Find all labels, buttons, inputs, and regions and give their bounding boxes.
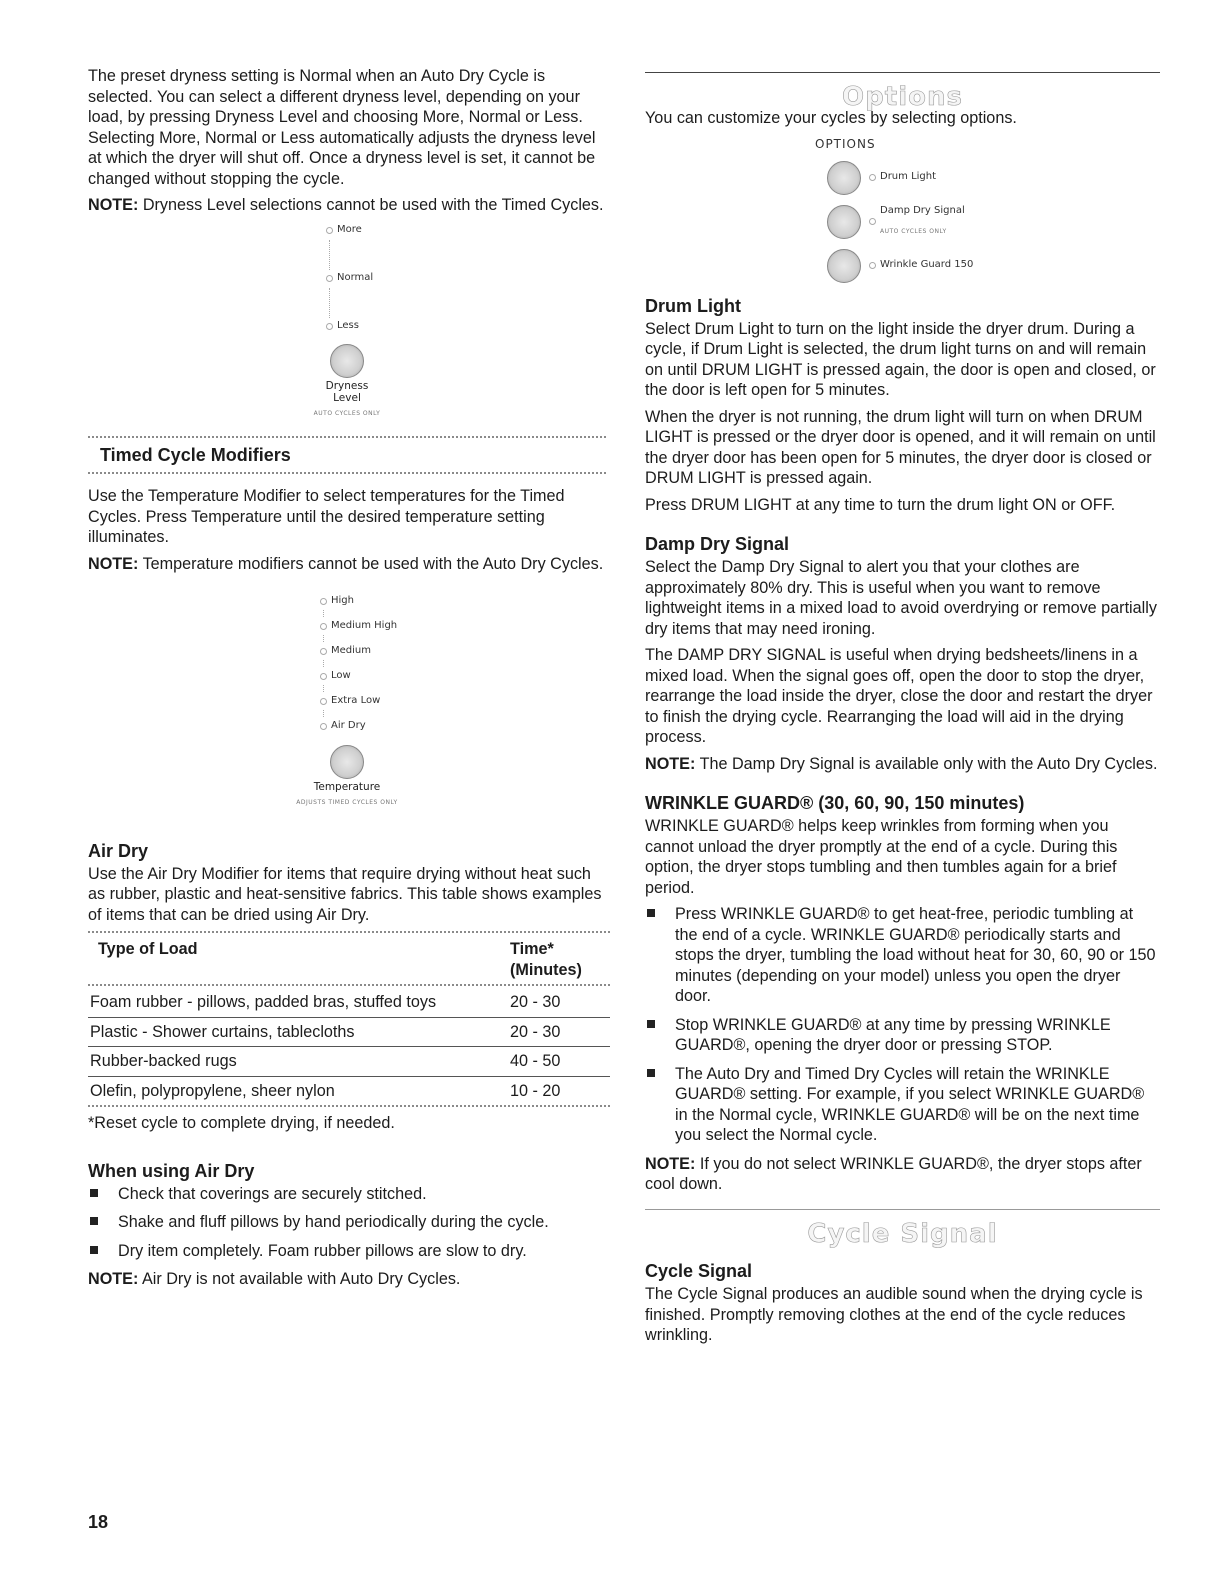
note-label: NOTE: — [88, 1270, 139, 1288]
dryness-knob-label-2: Level — [333, 391, 361, 404]
indicator-light-icon — [326, 275, 333, 282]
options-divider — [645, 72, 1160, 73]
table-cell-load: Olefin, polypropylene, sheer nylon — [90, 1081, 335, 1100]
temperature-option — [320, 592, 402, 610]
air-dry-heading: Air Dry — [88, 840, 149, 861]
wrinkle-guard-text: WRINKLE GUARD® helps keep wrinkles from forming when you cannot unload the dryer promptly at the end of a cycle. During this option, the dryer stops tumbling and then tumbles again for a brief period. — [645, 817, 1118, 897]
note-text: If you do not select WRINKLE GUARD®, the dryer stops after cool down. — [645, 1154, 1142, 1193]
wrinkle-guard-note — [645, 1154, 1160, 1195]
timed-cycle-text: Use the Temperature Modifier to select temperatures for the Timed Cycles. Press Temperature until the desired temperature setting illuminates. — [88, 487, 565, 546]
drum-light-text-3: Press DRUM LIGHT at any time to turn the drum light ON or OFF. — [645, 495, 1116, 514]
temperature-option — [320, 667, 402, 685]
table-header-time-2: (Minutes) — [510, 960, 582, 979]
list-item: Press WRINKLE GUARD® to get heat-free, periodic tumbling at the end of a cycle. WRINKLE GUARD® periodically starts and stops the dryer, tumbling the load without heat for 30, 60, 90 or 150 minutes (depending on your model) unless you open the dryer door. — [645, 904, 1160, 1007]
damp-dry-signal-heading: Damp Dry Signal — [645, 534, 790, 554]
note-label: NOTE: — [88, 554, 139, 573]
cycle-signal-title: Cycle Signal — [807, 1218, 998, 1249]
option-label — [880, 201, 965, 243]
list-item: Check that coverings are securely stitched. — [88, 1184, 606, 1205]
dryness-note — [88, 195, 606, 216]
dryness-option-label: More — [337, 224, 362, 236]
connector-line — [323, 635, 325, 642]
indicator-light-icon — [869, 218, 876, 225]
indicator-light-icon — [869, 262, 876, 269]
dryness-option-label: Less — [337, 320, 359, 332]
table-top-divider — [88, 931, 610, 933]
temperature-option — [320, 617, 402, 635]
wrinkle-guard-list — [645, 904, 1160, 1146]
temperature-option-label: High — [331, 594, 354, 606]
note-label: NOTE: — [645, 1154, 696, 1173]
temperature-option-label: Medium — [331, 644, 371, 656]
air-dry-text: Use the Air Dry Modifier for items that require drying without heat such as rubber, plastic and heat-sensitive fabrics. This table shows examples of items that can be dried using Air Dry. — [88, 864, 602, 924]
option-fine-print: AUTO CYCLES ONLY — [880, 228, 947, 235]
options-panel — [815, 134, 1015, 283]
dryness-knob-label-1: Dryness — [325, 379, 369, 392]
note-label: NOTE: — [88, 196, 139, 214]
table-row — [88, 1047, 610, 1077]
table-cell-time: 40 - 50 — [510, 1052, 561, 1070]
options-title: Options — [842, 82, 963, 112]
connector-line — [323, 685, 325, 692]
option-label-text: Wrinkle Guard 150 — [880, 259, 974, 271]
indicator-light-icon — [326, 227, 333, 234]
dryness-intro: The preset dryness setting is Normal when an Auto Dry Cycle is selected. You can select a different dryness level, depending on your load, by pressing Dryness Level and choosing More, Normal or Less. Selecting More, Normal or Less automatically adjusts the dryness level at which the dryer will shut off. Once a dryness level is set, it cannot be changed without stopping the cycle. — [88, 67, 596, 188]
indicator-light-icon — [320, 723, 327, 730]
temperature-button[interactable] — [330, 745, 364, 779]
table-cell-time: 10 - 20 — [510, 1081, 561, 1100]
table-cell-load: Rubber-backed rugs — [90, 1052, 237, 1070]
dryness-option-more — [326, 222, 392, 240]
table-row — [88, 1018, 610, 1048]
when-using-air-dry-list — [88, 1184, 606, 1262]
option-label-text: Drum Light — [880, 171, 937, 183]
drum-light-text-1: Select Drum Light to turn on the light inside the dryer drum. During a cycle, if Drum Light is selected, the drum light turns on and will remain on until DRUM LIGHT is pressed again, the door is open and closed, or the door is left open for 5 minutes. — [645, 319, 1156, 399]
temperature-option-label: Medium High — [331, 619, 398, 631]
temperature-option — [320, 642, 402, 660]
table-header — [88, 939, 610, 984]
damp-dry-text-2: The DAMP DRY SIGNAL is useful when drying bedsheets/linens in a mixed load. When the signal goes off, open the door to stop the dryer, rearrange the load inside the dryer, close the door and restart the dryer to finish the drying cycle. Rearranging the load will aid in the drying process. — [645, 646, 1153, 746]
cycle-signal-divider — [645, 1209, 1160, 1210]
note-text: Dryness Level selections cannot be used with the Timed Cycles. — [138, 196, 604, 214]
option-button[interactable] — [827, 205, 861, 239]
indicator-light-icon — [320, 698, 327, 705]
option-item — [827, 161, 1015, 195]
note-label: NOTE: — [645, 754, 696, 773]
table-cell-load: Plastic - Shower curtains, tablecloths — [90, 1022, 355, 1041]
options-panel-header: OPTIONS — [815, 137, 876, 151]
table-header-time-1: Time* — [510, 940, 554, 958]
connector-line — [323, 610, 325, 617]
page-number: 18 — [88, 1512, 109, 1532]
section-divider — [88, 436, 606, 438]
air-dry-note — [88, 1269, 606, 1290]
right-column — [645, 66, 1160, 1352]
list-item: Shake and fluff pillows by hand periodically during the cycle. — [88, 1212, 606, 1233]
temperature-option — [320, 717, 402, 735]
temperature-option-label: Air Dry — [331, 719, 366, 731]
air-dry-table — [88, 939, 610, 1107]
drum-light-heading: Drum Light — [645, 295, 741, 316]
damp-dry-note — [645, 754, 1160, 775]
section-divider — [88, 472, 606, 474]
dryness-level-panel — [302, 222, 392, 425]
indicator-light-icon — [869, 174, 876, 181]
temperature-option — [320, 692, 402, 710]
wrinkle-guard-heading: WRINKLE GUARD® (30, 60, 90, 150 minutes) — [645, 793, 1025, 813]
connector-line — [329, 240, 331, 270]
table-cell-load: Foam rubber - pillows, padded bras, stuffed toys — [90, 993, 437, 1011]
dryness-level-button[interactable] — [330, 344, 364, 378]
left-column — [88, 66, 606, 1296]
option-item — [827, 201, 1015, 243]
table-row — [88, 1077, 610, 1106]
table-cell-time: 20 - 30 — [510, 993, 561, 1011]
option-label — [880, 167, 936, 188]
option-label — [880, 255, 973, 276]
indicator-light-icon — [326, 323, 333, 330]
indicator-light-icon — [320, 623, 327, 630]
indicator-light-icon — [320, 598, 327, 605]
indicator-light-icon — [320, 673, 327, 680]
cycle-signal-heading: Cycle Signal — [645, 1261, 753, 1281]
option-button[interactable] — [827, 249, 861, 283]
temperature-option-label: Low — [331, 669, 351, 681]
dryness-option-less — [326, 318, 392, 336]
dryness-option-normal — [326, 270, 392, 288]
note-text: The Damp Dry Signal is available only with the Auto Dry Cycles. — [695, 754, 1158, 773]
note-text: Air Dry is not available with Auto Dry Cycles. — [138, 1270, 461, 1288]
table-header-load: Type of Load — [98, 940, 198, 958]
options-intro: You can customize your cycles by selecting options. — [645, 108, 1017, 127]
damp-dry-text-1: Select the Damp Dry Signal to alert you that your clothes are approximately 80% dry. This is useful when you want to remove lightweight items in a mixed load to avoid overdrying or remove partially dry items that may need ironing. — [645, 558, 1157, 638]
connector-line — [323, 710, 325, 717]
timed-cycle-modifiers-heading: Timed Cycle Modifiers — [100, 445, 291, 465]
list-item: Dry item completely. Foam rubber pillows are slow to dry. — [88, 1241, 606, 1262]
table-footnote: *Reset cycle to complete drying, if needed. — [88, 1114, 395, 1132]
temperature-panel — [292, 592, 402, 814]
connector-line — [323, 660, 325, 667]
table-row — [88, 988, 610, 1018]
table-cell-time: 20 - 30 — [510, 1022, 561, 1041]
when-using-air-dry-heading: When using Air Dry — [88, 1160, 255, 1181]
dryness-fine-print: AUTO CYCLES ONLY — [313, 409, 381, 417]
list-item: The Auto Dry and Timed Dry Cycles will retain the WRINKLE GUARD® setting. For example, if you select WRINKLE GUARD® in the Normal cycle, WRINKLE GUARD® will be on the next time you select the Normal cycle. — [645, 1064, 1160, 1146]
temperature-fine-print: ADJUSTS TIMED CYCLES ONLY — [296, 799, 398, 806]
cycle-signal-text: The Cycle Signal produces an audible sound when the drying cycle is finished. Promptly removing clothes at the end of the cycle reduces wrinkling. — [645, 1285, 1143, 1344]
temperature-note — [88, 554, 606, 575]
temperature-knob-label: Temperature — [313, 781, 381, 793]
table-header-time — [510, 939, 610, 980]
dryness-option-label: Normal — [337, 272, 374, 284]
option-label-text: Damp Dry Signal — [880, 204, 965, 216]
drum-light-text-2: When the dryer is not running, the drum light will turn on when DRUM LIGHT is pressed or the dryer door is opened, and it will remain on until the dryer door has been open for 5 minutes, the dryer door is closed or DRUM LIGHT is pressed again. — [645, 407, 1156, 487]
connector-line — [329, 288, 331, 318]
note-text: Temperature modifiers cannot be used with the Auto Dry Cycles. — [138, 554, 604, 573]
option-item — [827, 249, 1015, 283]
table-bottom-divider — [88, 1105, 610, 1107]
list-item: Stop WRINKLE GUARD® at any time by pressing WRINKLE GUARD®, opening the dryer door or pressing STOP. — [645, 1015, 1160, 1056]
option-button[interactable] — [827, 161, 861, 195]
temperature-option-label: Extra Low — [331, 694, 381, 706]
indicator-light-icon — [320, 648, 327, 655]
